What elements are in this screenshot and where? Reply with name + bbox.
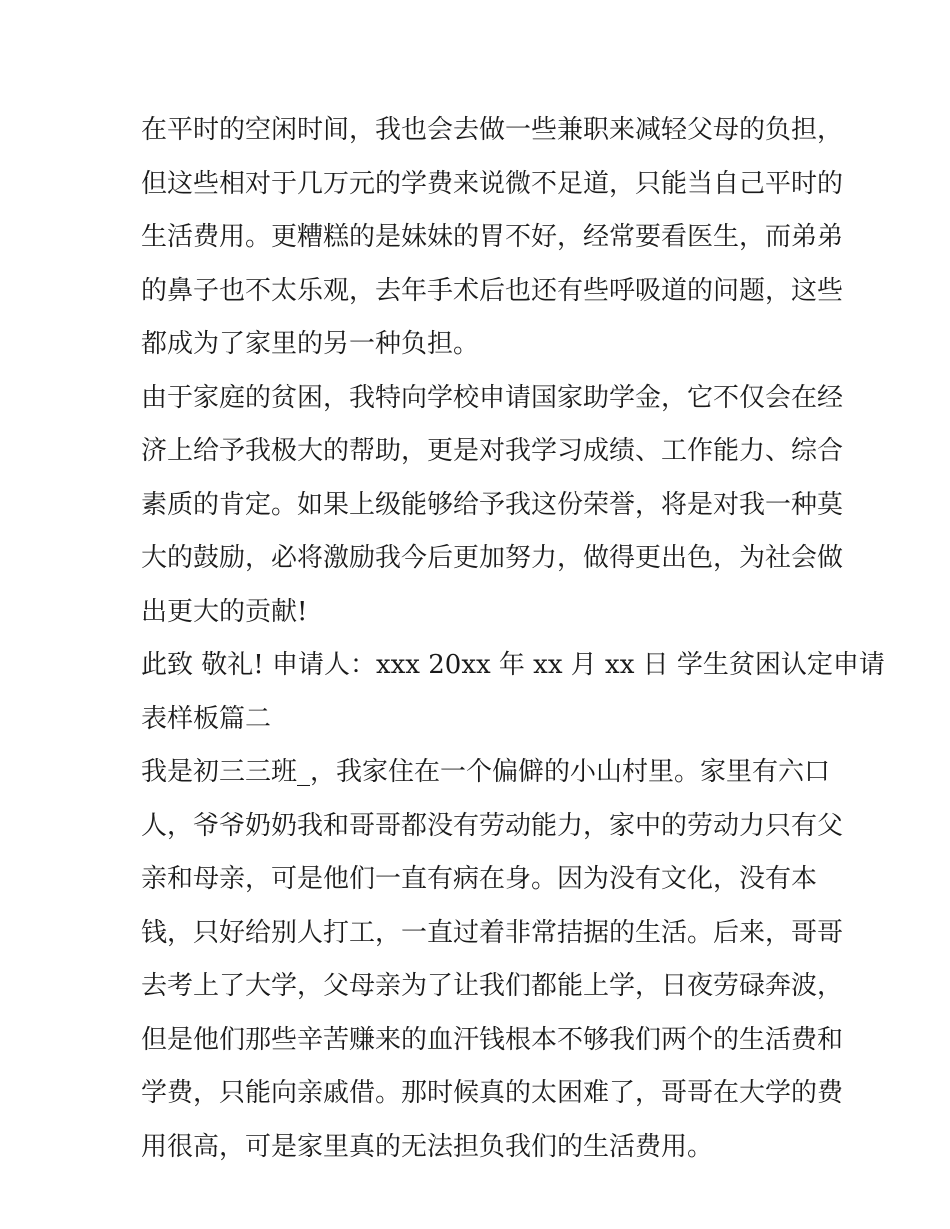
text-line: 但是他们那些辛苦赚来的血汗钱根本不够我们两个的生活费和 xyxy=(141,1024,844,1055)
text-line: 素质的肯定。如果上级能够给予我这份荣誉，将是对我一种莫 xyxy=(141,489,844,520)
text-line: 大的鼓励，必将激励我今后更加努力，做得更出色，为社会做 xyxy=(141,543,844,573)
text-line: 学费，只能向亲戚借。那时候真的太困难了，哥哥在大学的费 xyxy=(141,1078,844,1108)
text-line: 由于家庭的贫困，我特向学校申请国家助学金，它不仅会在经 xyxy=(141,382,844,413)
text-line: 此致 敬礼! 申请人：xxx 20xx 年 xx 月 xx 日 学生贫困认定申请 xyxy=(141,650,885,680)
text-line: 亲和母亲，可是他们一直有病在身。因为没有文化，没有本 xyxy=(141,864,818,894)
text-line: 在平时的空闲时间，我也会去做一些兼职来减轻父母的负担， xyxy=(141,115,844,145)
text-line: 但这些相对于几万元的学费来说微不足道，只能当自己平时的 xyxy=(141,168,844,199)
text-line: 济上给予我极大的帮助，更是对我学习成绩、工作能力、综合 xyxy=(141,436,844,466)
text-line: 表样板篇二 xyxy=(141,703,272,734)
text-line: 出更大的贡献! xyxy=(141,596,308,627)
text-line: 去考上了大学，父母亲为了让我们都能上学，日夜劳碌奔波， xyxy=(141,971,844,1001)
text-line: 都成为了家里的另一种负担。 xyxy=(141,329,480,359)
document-body xyxy=(141,104,885,1174)
text-line: 人，爷爷奶奶我和哥哥都没有劳动能力，家中的劳动力只有父 xyxy=(141,810,844,841)
text-line: 我是初三三班_，我家住在一个偏僻的小山村里。家里有六口 xyxy=(141,757,831,787)
text-line: 用很高，可是家里真的无法担负我们的生活费用。 xyxy=(141,1131,714,1162)
text-line: 的鼻子也不太乐观，去年手术后也还有些呼吸道的问题，这些 xyxy=(141,275,844,306)
text-line: 钱，只好给别人打工，一直过着非常拮据的生活。后来，哥哥 xyxy=(141,917,844,948)
text-line: 生活费用。更糟糕的是妹妹的胃不好，经常要看医生，而弟弟 xyxy=(141,222,844,252)
